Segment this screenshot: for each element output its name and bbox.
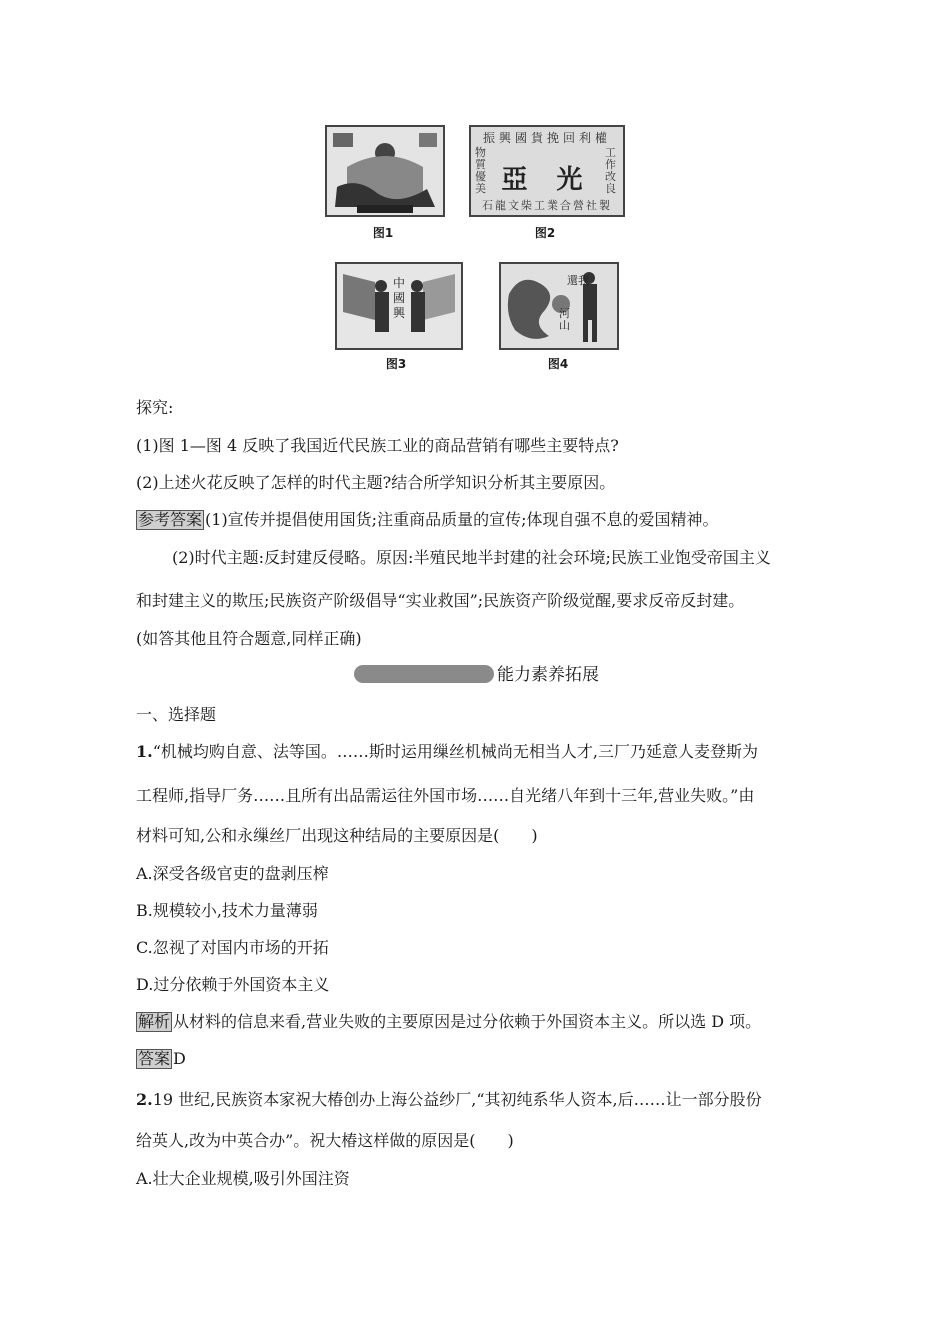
figure-2-caption: 图2 <box>534 226 556 240</box>
question-1: (1)图 1—图 4 反映了我国近代民族工业的商品营销有哪些主要特点? <box>136 436 619 455</box>
problem-1-answer-text: D <box>173 1049 186 1068</box>
problem-2-number: 2. <box>136 1090 153 1109</box>
problem-1-option-b: B.规模较小,技术力量薄弱 <box>136 901 318 920</box>
figure-1-caption: 图1 <box>372 226 394 240</box>
problem-2-line-1 <box>136 1090 762 1110</box>
tanjiu-label: 探究: <box>136 398 174 417</box>
figure-2-bottom-text: 石龍文柴工業合營社製 <box>482 199 612 212</box>
reference-answer-2-line-1: (2)时代主题:反封建反侵略。原因:半殖民地半封建的社会环境;民族工业饱受帝国主义 <box>172 548 771 567</box>
problem-2-line-2: 给英人,改为中英合办”。祝大椿这样做的原因是( ) <box>136 1131 514 1150</box>
problem-1-option-c: C.忽视了对国内市场的开拓 <box>136 938 329 957</box>
answer-tag: 答案 <box>138 1049 171 1068</box>
figure-1-image <box>325 125 445 217</box>
reference-answer-line-1 <box>136 510 718 530</box>
problem-1-answer <box>136 1049 186 1069</box>
figure-3-image <box>335 262 463 350</box>
figure-2-top-text: 振興國貨挽回利權 <box>482 131 611 145</box>
figure-4-caption: 图4 <box>547 357 569 371</box>
problem-1-analysis <box>136 1012 761 1032</box>
problem-1-option-d: D.过分依赖于外国资本主义 <box>136 975 330 994</box>
problem-2-text-1: 19 世纪,民族资本家祝大椿创办上海公益纱厂,“其初纯系华人资本,后……让一部分股份 <box>152 1090 762 1109</box>
problem-2-option-a: A.壮大企业规模,吸引外国注资 <box>136 1169 350 1188</box>
reference-answer-2-line-2: 和封建主义的欺压;民族资产阶级倡导“实业救国”;民族资产阶级觉醒,要求反帝反封建。 <box>136 591 745 610</box>
figure-2-image <box>469 125 625 217</box>
figure-1-illustration <box>327 127 443 215</box>
problem-1-text-1: “机械均购自意、法等国。……斯时运用缫丝机械尚无相当人才,三厂乃延意人麦登斯为 <box>152 742 758 761</box>
problem-1-number: 1. <box>136 742 153 761</box>
figure-3-center-text: 中國興 <box>393 276 406 320</box>
sub-title: 一、选择题 <box>136 705 217 724</box>
figure-4-illustration <box>501 264 617 348</box>
question-2: (2)上述火花反映了怎样的时代主题?结合所学知识分析其主要原因。 <box>136 473 616 492</box>
figure-2-right-text: 工作改良 <box>605 146 616 195</box>
reference-answer-2-line-3: (如答其他且符合题意,同样正确) <box>136 629 362 648</box>
section-title-bar <box>354 665 494 683</box>
figure-4-text-b: 河山 <box>559 307 570 332</box>
problem-1-line-2: 工程师,指导厂务……且所有出品需运往外国市场……自光绪八年到十三年,营业失败。”由 <box>136 786 755 805</box>
figure-4-text-a: 還我 <box>567 274 589 287</box>
problem-1-line-1 <box>136 742 758 762</box>
reference-answer-1: (1)宣传并提倡使用国货;注重商品质量的宣传;体现自强不息的爱国精神。 <box>205 510 719 529</box>
problem-1-analysis-text: 从材料的信息来看,营业失败的主要原因是过分依赖于外国资本主义。所以选 D 项。 <box>173 1012 762 1031</box>
section-title: 能力素养拓展 <box>497 665 599 685</box>
figure-2-left-text: 物質優美 <box>475 146 486 195</box>
problem-1-option-a: A.深受各级官吏的盘剥压榨 <box>136 864 329 883</box>
figure-3-caption: 图3 <box>385 357 407 371</box>
reference-answer-tag: 参考答案 <box>138 510 203 529</box>
figure-2-center-text: 亞 光 <box>501 165 593 195</box>
figure-4-image <box>499 262 619 350</box>
problem-1-line-3: 材料可知,公和永缫丝厂出现这种结局的主要原因是( ) <box>136 826 538 845</box>
analysis-tag: 解析 <box>138 1012 171 1031</box>
